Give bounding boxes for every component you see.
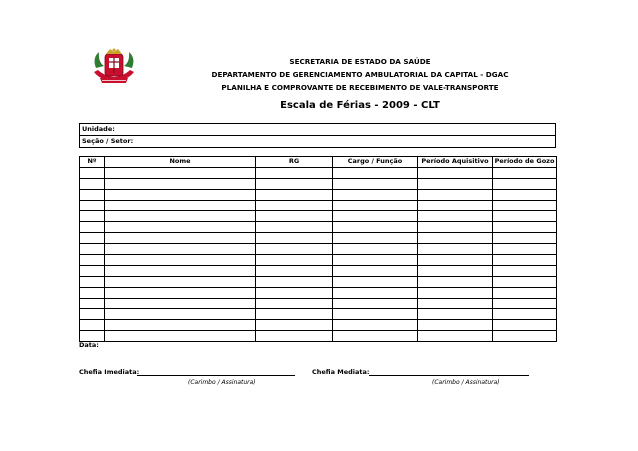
table-cell[interactable] xyxy=(80,211,105,222)
table-cell[interactable] xyxy=(80,189,105,200)
table-cell[interactable] xyxy=(333,211,418,222)
col-header-numero: Nº xyxy=(80,157,105,168)
table-cell[interactable] xyxy=(418,167,493,178)
table-cell[interactable] xyxy=(256,178,333,189)
table-cell[interactable] xyxy=(105,189,256,200)
table-row xyxy=(80,244,557,255)
table-row xyxy=(80,276,557,287)
table-cell[interactable] xyxy=(333,244,418,255)
table-row xyxy=(80,298,557,309)
page-title: Escala de Férias - 2009 - CLT xyxy=(280,100,440,111)
table-cell[interactable] xyxy=(256,320,333,331)
table-cell[interactable] xyxy=(333,200,418,211)
table-cell[interactable] xyxy=(418,287,493,298)
table-cell[interactable] xyxy=(418,233,493,244)
table-cell[interactable] xyxy=(256,233,333,244)
table-cell[interactable] xyxy=(80,233,105,244)
table-cell[interactable] xyxy=(256,276,333,287)
table-cell[interactable] xyxy=(256,331,333,342)
table-row xyxy=(80,200,557,211)
info-box xyxy=(79,123,556,148)
table-cell[interactable] xyxy=(418,309,493,320)
col-header-periodo-gozo: Período de Gozo xyxy=(493,157,557,168)
table-cell[interactable] xyxy=(80,265,105,276)
table-cell[interactable] xyxy=(493,298,557,309)
table-cell[interactable] xyxy=(333,309,418,320)
table-cell[interactable] xyxy=(256,309,333,320)
table-row xyxy=(80,287,557,298)
header-departamento: DEPARTAMENTO DE GERENCIAMENTO AMBULATORIAL DA CAPITAL - DGAC xyxy=(211,70,509,79)
table-row xyxy=(80,265,557,276)
table-cell[interactable] xyxy=(493,331,557,342)
table-cell[interactable] xyxy=(418,255,493,266)
chefia-mediata-signature-line[interactable] xyxy=(369,375,529,376)
header-secretaria: SECRETARIA DE ESTADO DA SAÚDE xyxy=(289,57,431,66)
table-cell[interactable] xyxy=(105,200,256,211)
table-cell[interactable] xyxy=(333,331,418,342)
table-cell[interactable] xyxy=(333,320,418,331)
table-cell[interactable] xyxy=(493,222,557,233)
table-cell[interactable] xyxy=(105,265,256,276)
table-cell[interactable] xyxy=(80,331,105,342)
chefia-imediata-signature-line[interactable] xyxy=(137,375,295,376)
table-cell[interactable] xyxy=(418,320,493,331)
table-cell[interactable] xyxy=(493,265,557,276)
chefia-mediata-label: Chefia Mediata: xyxy=(312,368,370,376)
table-cell[interactable] xyxy=(333,233,418,244)
table-cell[interactable] xyxy=(80,244,105,255)
table-row xyxy=(80,255,557,266)
col-header-rg: RG xyxy=(256,157,333,168)
table-cell[interactable] xyxy=(256,200,333,211)
table-cell[interactable] xyxy=(80,167,105,178)
chefia-imediata-label: Chefia Imediata: xyxy=(79,368,140,376)
table-cell[interactable] xyxy=(333,178,418,189)
table-cell[interactable] xyxy=(333,189,418,200)
table-row xyxy=(80,189,557,200)
table-cell[interactable] xyxy=(80,298,105,309)
state-crest-logo xyxy=(90,46,138,86)
table-cell[interactable] xyxy=(418,200,493,211)
table-cell[interactable] xyxy=(493,320,557,331)
vacation-table xyxy=(79,156,557,342)
table-cell[interactable] xyxy=(333,287,418,298)
table-cell[interactable] xyxy=(493,255,557,266)
table-cell[interactable] xyxy=(418,244,493,255)
table-row xyxy=(80,320,557,331)
table-row xyxy=(80,233,557,244)
table-cell[interactable] xyxy=(493,167,557,178)
col-header-cargo: Cargo / Função xyxy=(333,157,418,168)
table-cell[interactable] xyxy=(80,287,105,298)
table-header-row xyxy=(80,157,557,168)
table-cell[interactable] xyxy=(493,189,557,200)
stamp-label-imediata: (Carimbo / Assinatura) xyxy=(188,379,256,386)
table-cell[interactable] xyxy=(418,265,493,276)
table-cell[interactable] xyxy=(418,189,493,200)
table-cell[interactable] xyxy=(493,178,557,189)
col-header-periodo-aquisitivo: Período Aquisitivo xyxy=(418,157,493,168)
table-cell[interactable] xyxy=(105,287,256,298)
table-cell[interactable] xyxy=(493,244,557,255)
table-cell[interactable] xyxy=(493,309,557,320)
table-cell[interactable] xyxy=(105,276,256,287)
table-cell[interactable] xyxy=(105,255,256,266)
table-cell[interactable] xyxy=(333,276,418,287)
table-cell[interactable] xyxy=(418,178,493,189)
table-cell[interactable] xyxy=(256,211,333,222)
table-cell[interactable] xyxy=(493,287,557,298)
table-cell[interactable] xyxy=(418,276,493,287)
table-cell[interactable] xyxy=(105,320,256,331)
table-cell[interactable] xyxy=(256,167,333,178)
table-cell[interactable] xyxy=(256,244,333,255)
table-cell[interactable] xyxy=(418,222,493,233)
table-row xyxy=(80,331,557,342)
table-row xyxy=(80,211,557,222)
table-cell[interactable] xyxy=(333,298,418,309)
table-cell[interactable] xyxy=(105,244,256,255)
table-row xyxy=(80,178,557,189)
table-cell[interactable] xyxy=(105,298,256,309)
stamp-label-mediata: (Carimbo / Assinatura) xyxy=(432,379,500,386)
table-cell[interactable] xyxy=(105,167,256,178)
unidade-field[interactable]: Unidade: xyxy=(82,125,115,133)
table-cell[interactable] xyxy=(105,309,256,320)
table-cell[interactable] xyxy=(493,211,557,222)
table-cell[interactable] xyxy=(333,167,418,178)
table-cell[interactable] xyxy=(493,276,557,287)
table-row xyxy=(80,222,557,233)
table-cell[interactable] xyxy=(256,189,333,200)
table-cell[interactable] xyxy=(493,233,557,244)
table-cell[interactable] xyxy=(256,298,333,309)
table-row xyxy=(80,167,557,178)
table-cell[interactable] xyxy=(80,276,105,287)
table-cell[interactable] xyxy=(256,265,333,276)
table-cell[interactable] xyxy=(333,265,418,276)
table-cell[interactable] xyxy=(333,255,418,266)
table-cell[interactable] xyxy=(493,200,557,211)
table-cell[interactable] xyxy=(80,255,105,266)
table-cell[interactable] xyxy=(105,233,256,244)
table-cell[interactable] xyxy=(80,309,105,320)
table-cell[interactable] xyxy=(105,331,256,342)
table-cell[interactable] xyxy=(80,222,105,233)
header-planilha: PLANILHA E COMPROVANTE DE RECEBIMENTO DE VALE-TRANSPORTE xyxy=(221,83,499,92)
table-cell[interactable] xyxy=(80,200,105,211)
data-label: Data: xyxy=(79,341,99,349)
table-cell[interactable] xyxy=(105,222,256,233)
table-cell[interactable] xyxy=(80,178,105,189)
table-cell[interactable] xyxy=(256,222,333,233)
table-cell[interactable] xyxy=(333,222,418,233)
table-cell[interactable] xyxy=(80,320,105,331)
table-cell[interactable] xyxy=(256,255,333,266)
table-row xyxy=(80,309,557,320)
secao-setor-field[interactable]: Seção / Setor: xyxy=(80,135,555,147)
table-cell[interactable] xyxy=(105,211,256,222)
table-cell[interactable] xyxy=(105,178,256,189)
table-cell[interactable] xyxy=(418,211,493,222)
col-header-nome: Nome xyxy=(105,157,256,168)
table-cell[interactable] xyxy=(418,331,493,342)
table-cell[interactable] xyxy=(256,287,333,298)
table-cell[interactable] xyxy=(418,298,493,309)
